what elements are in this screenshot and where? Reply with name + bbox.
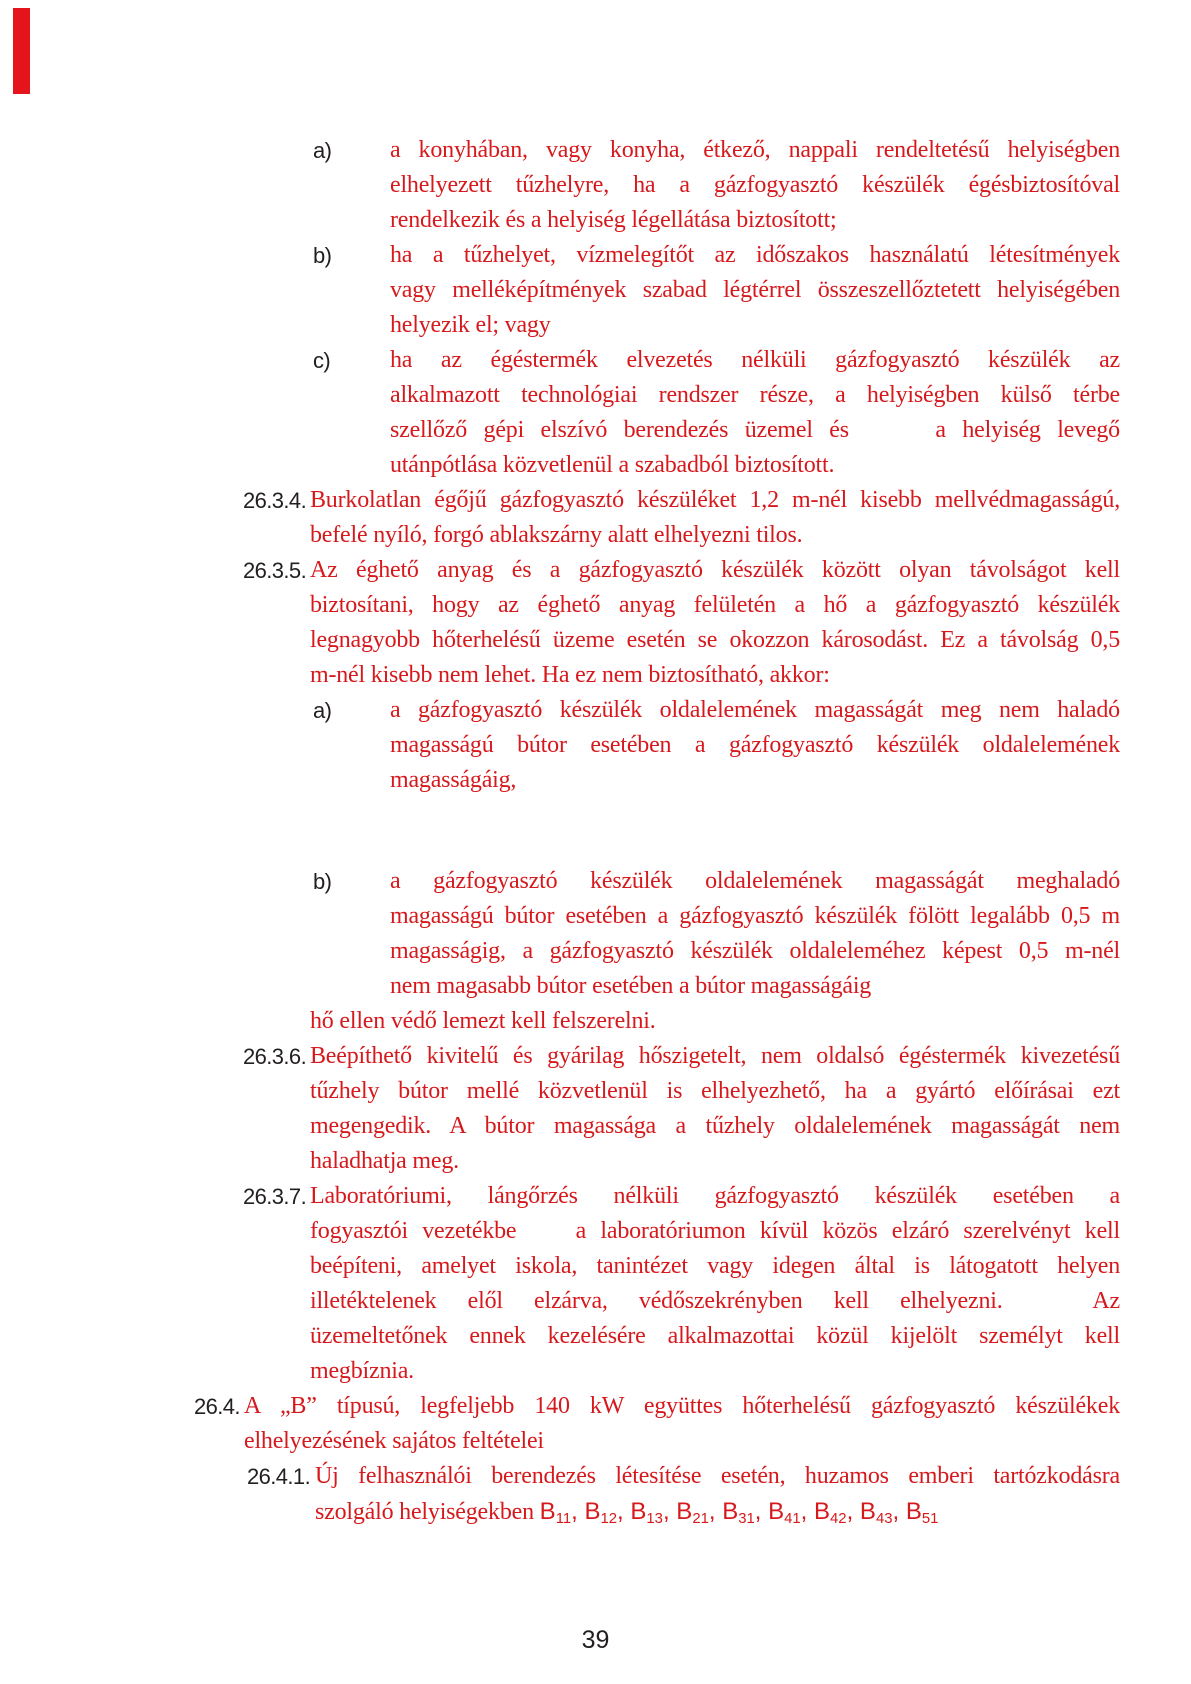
- list-letter-label: b): [313, 869, 332, 894]
- redaction-gap: [849, 436, 919, 437]
- list-item: [313, 343, 1120, 483]
- list-item: [313, 133, 1120, 238]
- paragraph-number-label: 26.4.1.: [247, 1464, 311, 1489]
- text-line: szellőző gépi elszívó berendezés üzemel és a helyiség levegő: [390, 417, 1120, 443]
- text-line: a konyhában, vagy konyha, étkező, nappali rendeltetésű helyiségben: [390, 137, 1120, 163]
- paragraph-number-label: 26.3.6.: [243, 1044, 307, 1069]
- text-line: elhelyezésének sajátos feltételei: [244, 1428, 544, 1454]
- text-line: üzemeltetőnek ennek kezelésére alkalmazottai közül kijelölt személyt kell: [310, 1323, 1120, 1349]
- text-line: utánpótlása közvetlenül a szabadból biztosított.: [390, 452, 835, 478]
- text-line: a gázfogyasztó készülék oldalelemének magasságát meghaladó: [390, 868, 1120, 894]
- list-item: [313, 693, 1120, 798]
- text-line: magasságú bútor esetében a gázfogyasztó készülék fölött legalább 0,5 m: [390, 903, 1120, 929]
- text-line: rendelkezik és a helyiség légellátása biztosított;: [390, 207, 837, 233]
- paragraph: [243, 553, 1120, 693]
- text-line: ha a tűzhelyet, vízmelegítőt az időszakos használatú létesítmények: [390, 242, 1120, 268]
- page-footer: [0, 1626, 1191, 1655]
- paragraph-number-label: 26.3.5.: [243, 558, 307, 583]
- list-item: [313, 864, 1120, 1004]
- text-line: alkalmazott technológiai rendszer része, a helyiségben külső térbe: [390, 382, 1120, 408]
- text-line: magasságáig,: [390, 767, 517, 793]
- text-line: Beépíthető kivitelű és gyárilag hőszigetelt, nem oldalsó égéstermék kivezetésű: [310, 1043, 1120, 1069]
- list-letter-label: c): [313, 348, 331, 373]
- text-line: magasságig, a gázfogyasztó készülék oldaleleméhez képest 0,5 m-nél: [390, 938, 1120, 964]
- text-line: Az éghető anyag és a gázfogyasztó készülék között olyan távolságot kell: [310, 557, 1120, 583]
- paragraph-number-label: 26.3.4.: [243, 488, 307, 513]
- text-line: tűzhely bútor mellé közvetlenül is elhelyezhető, ha a gyártó előírásai ezt: [310, 1078, 1120, 1104]
- paragraph-spacer: [0, 798, 1191, 864]
- text-line: biztosítani, hogy az éghető anyag felületén a hő a gázfogyasztó készülék: [310, 592, 1120, 618]
- paragraph: [194, 1389, 1120, 1459]
- text-line: nem magasabb bútor esetében a bútor magasságáig: [390, 973, 872, 999]
- document-body: [0, 133, 1191, 1529]
- text-line: Új felhasználói berendezés létesítése esetén, huzamos emberi tartózkodásra: [315, 1463, 1120, 1489]
- paragraph-number-label: 26.3.7.: [243, 1184, 307, 1209]
- redaction-gap: [1003, 1307, 1063, 1308]
- text-line: hő ellen védő lemezt kell felszerelni.: [310, 1008, 656, 1034]
- text-line: megbíznia.: [310, 1358, 414, 1384]
- text-line: legnagyobb hőterhelésű üzeme esetén se okozzon károsodást. Ez a távolság 0,5: [310, 627, 1120, 653]
- text-line: Laboratóriumi, lángőrzés nélküli gázfogyasztó készülék esetében a: [310, 1183, 1120, 1209]
- text-line: Burkolatlan égőjű gázfogyasztó készüléket 1,2 m-nél kisebb mellvédmagasságú,: [310, 487, 1120, 513]
- paragraph: [243, 1039, 1120, 1179]
- redaction-gap: [516, 1237, 561, 1238]
- paragraph-number-label: 26.4.: [194, 1394, 240, 1419]
- text-line: befelé nyíló, forgó ablakszárny alatt elhelyezni tilos.: [310, 522, 803, 548]
- text-line: magasságú bútor esetében a gázfogyasztó készülék oldalelemének: [390, 732, 1120, 758]
- text-line: vagy melléképítmények szabad légtérrel összeszellőztetett helyiségében: [390, 277, 1120, 303]
- text-line: haladhatja meg.: [310, 1148, 459, 1174]
- change-bar-marker: [13, 8, 30, 94]
- text-line: beépíteni, amelyet iskola, tanintézet vagy idegen által is látogatott helyen: [310, 1253, 1120, 1279]
- text-line: elhelyezett tűzhelyre, ha a gázfogyasztó készülék égésbiztosítóval: [390, 172, 1120, 198]
- list-item: [313, 238, 1120, 343]
- page-number: 39: [581, 1626, 610, 1654]
- text-line: szolgáló helyiségekben $B_{11}$, $B_{12}$, $B_{13}$, $B_{21}$, $B_{31}$, $B_{41}$, $B_{42}$, $B_{43}$, $B_{51}$: [315, 1498, 939, 1528]
- list-letter-label: b): [313, 243, 332, 268]
- text-line: A „B” típusú, legfeljebb 140 kW együttes hőterhelésű gázfogyasztó készülékek: [244, 1393, 1120, 1419]
- text-line: helyezik el; vagy: [390, 312, 551, 338]
- paragraph: [243, 483, 1120, 553]
- text-line: m-nél kisebb nem lehet. Ha ez nem biztosítható, akkor:: [310, 662, 830, 688]
- b-type-codes: $B_{11}$, $B_{12}$, $B_{13}$, $B_{21}$, $B_{31}$, $B_{41}$, $B_{42}$, $B_{43}$, $B_{51}$: [539, 1498, 939, 1528]
- paragraph: [310, 1004, 1120, 1039]
- text-line: megengedik. A bútor magassága a tűzhely oldalelemének magasságát nem: [310, 1113, 1120, 1139]
- list-letter-label: a): [313, 138, 332, 163]
- text-line: ha az égéstermék elvezetés nélküli gázfogyasztó készülék az: [390, 347, 1120, 373]
- text-line: illetéktelenek elől elzárva, védőszekrényben kell elhelyezni. Az: [310, 1288, 1120, 1314]
- text-line: a gázfogyasztó készülék oldalelemének magasságát meg nem haladó: [390, 697, 1120, 723]
- list-letter-label: a): [313, 698, 332, 723]
- paragraph: [247, 1459, 1120, 1529]
- paragraph: [243, 1179, 1120, 1389]
- text-line: fogyasztói vezetékbe a laboratóriumon kívül közös elzáró szerelvényt kell: [310, 1218, 1120, 1244]
